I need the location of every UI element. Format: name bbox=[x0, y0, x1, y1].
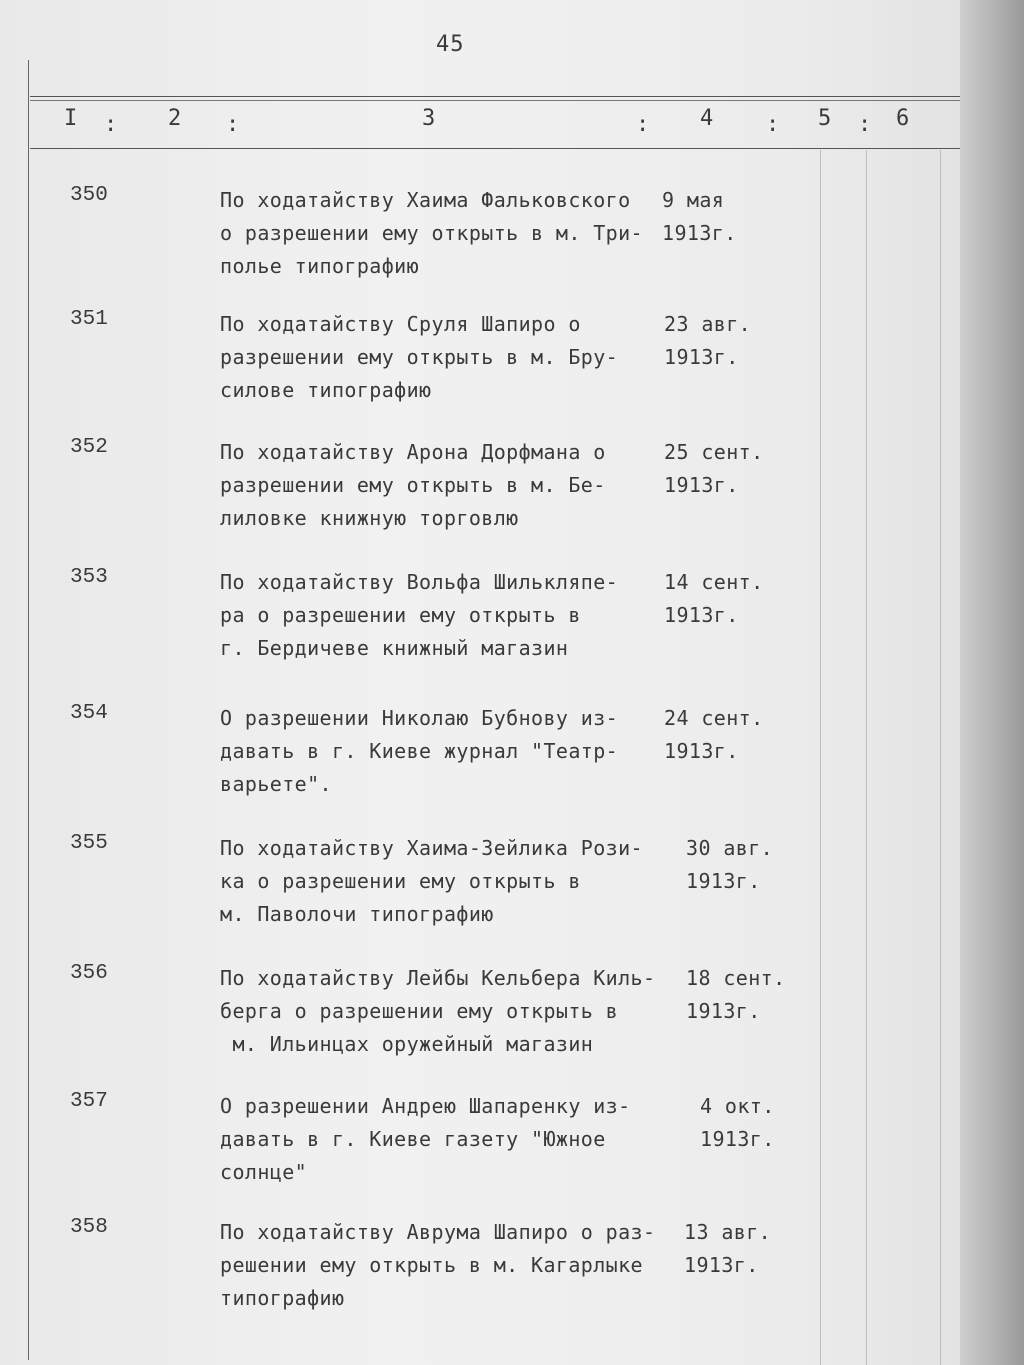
entry-description: По ходатайству Хаима Фальковского о разрешении ему открыть в м. Три- полье типографию bbox=[220, 188, 643, 278]
entry-date: 23 авг. 1913г. bbox=[664, 312, 752, 369]
header-bottom-rule bbox=[30, 148, 966, 149]
entry-description: По ходатайству Сруля Шапиро о разрешении ему открыть в м. Бру- силове типографию bbox=[220, 312, 619, 402]
entry-number: 351 bbox=[70, 308, 108, 331]
entry-number: 354 bbox=[70, 702, 108, 725]
margin-line bbox=[28, 60, 29, 1360]
entry-description: По ходатайству Аврума Шапиро о раз- решении ему открыть в м. Кагарлыке типографию bbox=[220, 1220, 656, 1310]
entry-number: 352 bbox=[70, 436, 108, 459]
header-top-rule bbox=[30, 96, 966, 97]
header-top-rule-2 bbox=[30, 100, 966, 101]
entry-description: По ходатайству Лейбы Кельбера Киль- берга о разрешении ему открыть в м. Ильинцах оружейный магазин bbox=[220, 966, 656, 1056]
entry-number: 356 bbox=[70, 962, 108, 985]
column-separator: : bbox=[104, 112, 118, 137]
entry-date: 9 мая 1913г. bbox=[662, 188, 737, 245]
column-header-5: 5 bbox=[818, 106, 832, 131]
column-guide-line bbox=[940, 150, 941, 1365]
column-separator: : bbox=[226, 112, 240, 137]
entry-number: 358 bbox=[70, 1216, 108, 1239]
underlying-page-edge bbox=[960, 0, 1024, 1365]
entry-date: 24 сент. 1913г. bbox=[664, 706, 764, 763]
entry-number: 350 bbox=[70, 184, 108, 207]
entry-number: 357 bbox=[70, 1090, 108, 1113]
column-header-4: 4 bbox=[700, 106, 714, 131]
column-separator: : bbox=[766, 112, 780, 137]
column-separator: : bbox=[858, 112, 872, 137]
entry-date: 25 сент. 1913г. bbox=[664, 440, 764, 497]
entry-date: 18 сент. 1913г. bbox=[686, 966, 786, 1023]
column-header-1: I bbox=[64, 106, 78, 131]
column-header-6: 6 bbox=[896, 106, 910, 131]
entry-description: По ходатайству Хаима-Зейлика Рози- ка о разрешении ему открыть в м. Паволочи типографию bbox=[220, 836, 643, 926]
entry-description: По ходатайству Арона Дорфмана о разрешении ему открыть в м. Бе- лиловке книжную торговлю bbox=[220, 440, 606, 530]
column-separator: : bbox=[636, 112, 650, 137]
entry-description: По ходатайству Вольфа Шилькляпе- ра о разрешении ему открыть в г. Бердичеве книжный магазин bbox=[220, 570, 619, 660]
entry-date: 4 окт. 1913г. bbox=[700, 1094, 775, 1151]
entry-number: 355 bbox=[70, 832, 108, 855]
column-header-2: 2 bbox=[168, 106, 182, 131]
entry-date: 13 авг. 1913г. bbox=[684, 1220, 772, 1277]
column-guide-line bbox=[866, 150, 867, 1365]
entry-date: 30 авг. 1913г. bbox=[686, 836, 774, 893]
entry-date: 14 сент. 1913г. bbox=[664, 570, 764, 627]
entry-description: О разрешении Николаю Бубнову из- давать в г. Киеве журнал "Театр- варьете". bbox=[220, 706, 619, 796]
page-number: 45 bbox=[436, 32, 465, 57]
entry-number: 353 bbox=[70, 566, 108, 589]
column-header-3: 3 bbox=[422, 106, 436, 131]
entry-description: О разрешении Андрею Шапаренку из- давать в г. Киеве газету "Южное солнце" bbox=[220, 1094, 631, 1184]
column-guide-line bbox=[820, 150, 821, 1365]
